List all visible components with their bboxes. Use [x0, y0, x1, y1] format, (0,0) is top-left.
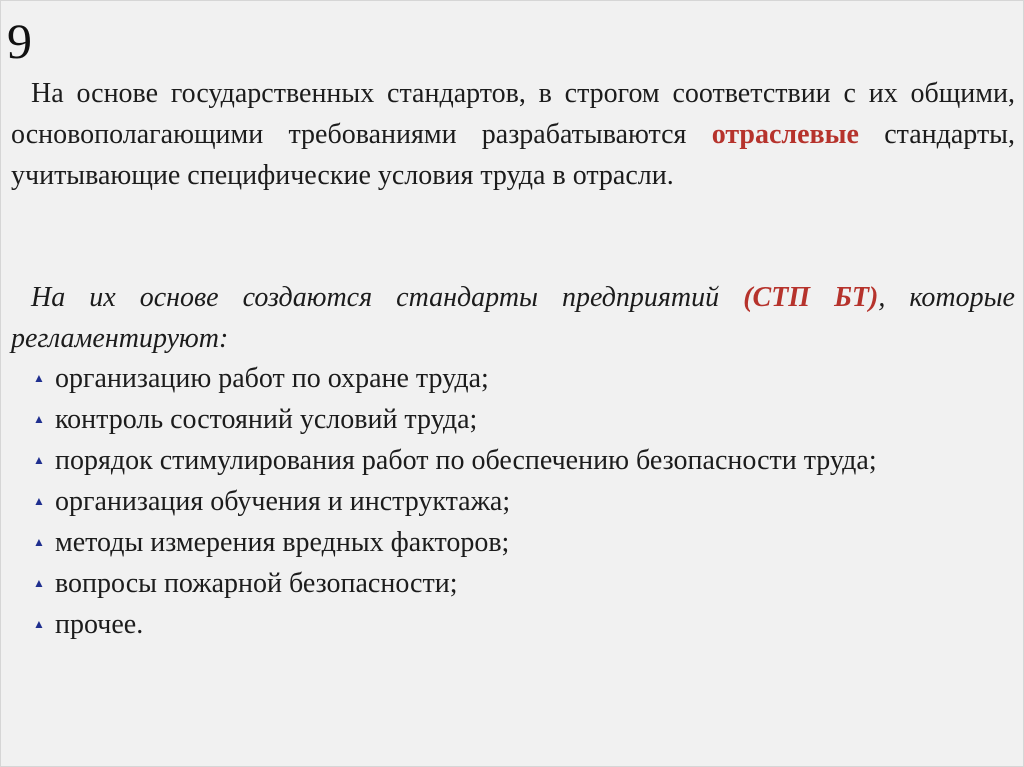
- triangle-bullet-icon: ▲: [33, 453, 45, 467]
- paragraph1-text-start: На основе государственных стандартов, в строгом соответствии с их общими, основополагающими требованиями разрабатываются: [11, 78, 1015, 150]
- triangle-bullet-icon: ▲: [33, 412, 45, 426]
- triangle-bullet-icon: ▲: [33, 371, 45, 385]
- highlight-industry: отраслевые: [711, 119, 859, 150]
- list-item: [29, 522, 1009, 563]
- list-item: [29, 604, 1009, 645]
- list-item-text: контроль состояний условий труда;: [55, 404, 478, 435]
- list-item: [29, 563, 1009, 604]
- list-item: [29, 399, 1009, 440]
- paragraph-enterprise-standards: [11, 277, 1015, 359]
- slide-number: 9: [7, 13, 32, 69]
- list-item-text: организацию работ по охране труда;: [55, 363, 489, 394]
- list-item: [29, 358, 1009, 399]
- list-item-text: методы измерения вредных факторов;: [55, 527, 510, 558]
- list-item: [29, 481, 1009, 522]
- triangle-bullet-icon: ▲: [33, 576, 45, 590]
- triangle-bullet-icon: ▲: [33, 617, 45, 631]
- paragraph2-text-end: , которые регламентируют:: [11, 282, 1015, 354]
- paragraph1-text-end: стандарты, учитывающие специфические условия труда в отрасли.: [11, 119, 1015, 191]
- list-item: [29, 440, 1009, 481]
- list-item-text: порядок стимулирования работ по обеспечению безопасности труда;: [55, 445, 877, 476]
- paragraph2-text-start: На их основе создаются стандарты предприятий: [31, 282, 744, 313]
- list-item-text: вопросы пожарной безопасности;: [55, 568, 458, 599]
- paragraph-industry-standards: [11, 73, 1015, 196]
- regulation-list: [29, 358, 1009, 645]
- highlight-stp-bt: (СТП БТ): [743, 282, 879, 313]
- list-item-text: прочее.: [55, 609, 144, 640]
- triangle-bullet-icon: ▲: [33, 494, 45, 508]
- triangle-bullet-icon: ▲: [33, 535, 45, 549]
- list-item-text: организация обучения и инструктажа;: [55, 486, 511, 517]
